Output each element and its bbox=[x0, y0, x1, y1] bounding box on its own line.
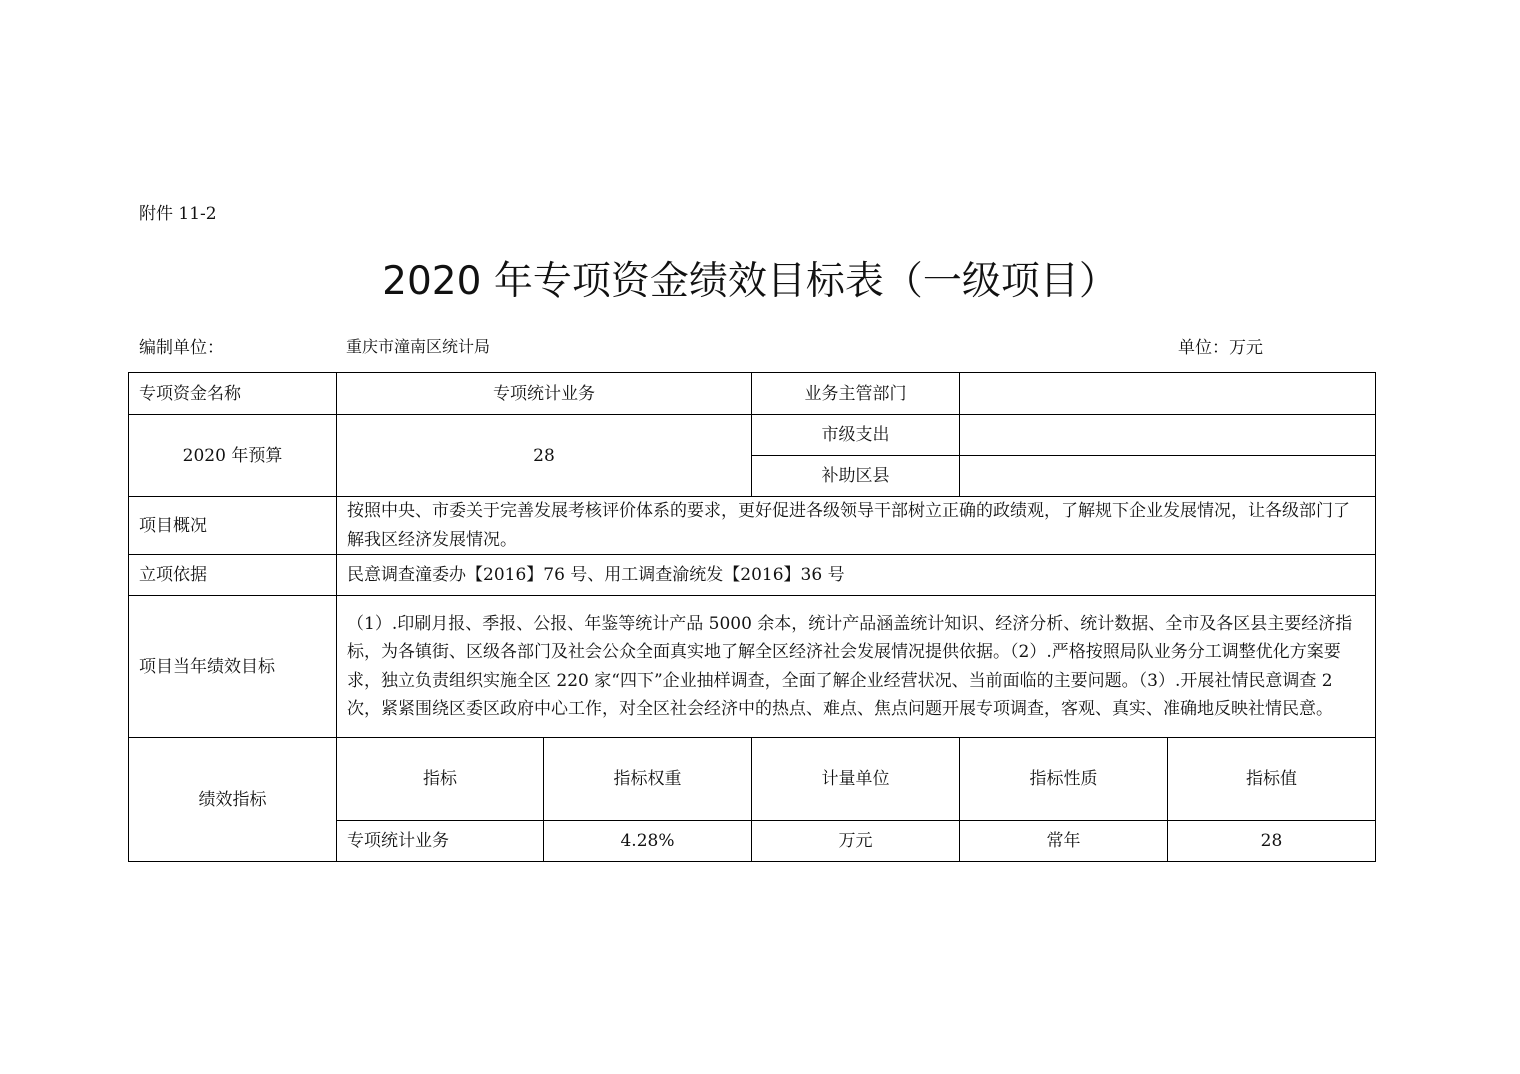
overview-text: 按照中央、市委关于完善发展考核评价体系的要求，更好促进各级领导干部树立正确的政绩观，了解规下企业发展情况，让各级部门了解我区经济发展情况。 bbox=[337, 497, 1376, 555]
indicator-header: 计量单位 bbox=[752, 738, 960, 821]
indicator-cell: 4.28% bbox=[544, 821, 752, 862]
indicators-label: 绩效指标 bbox=[129, 738, 337, 862]
indicator-header: 指标权重 bbox=[544, 738, 752, 821]
performance-table bbox=[128, 372, 1376, 862]
district-subsidy-value bbox=[960, 456, 1376, 497]
currency-unit: 单位：万元 bbox=[1178, 338, 1263, 358]
indicator-cell: 万元 bbox=[752, 821, 960, 862]
indicator-cell: 常年 bbox=[960, 821, 1168, 862]
unit-name: 重庆市潼南区统计局 bbox=[346, 337, 491, 356]
indicator-header: 指标性质 bbox=[960, 738, 1168, 821]
indicator-header: 指标 bbox=[337, 738, 544, 821]
indicator-cell: 专项统计业务 bbox=[337, 821, 544, 862]
dept-value bbox=[960, 373, 1376, 415]
attachment-label: 附件 11-2 bbox=[139, 204, 217, 224]
city-expense-label: 市级支出 bbox=[752, 415, 960, 456]
unit-label: 编制单位： bbox=[139, 338, 224, 358]
indicator-cell: 28 bbox=[1168, 821, 1376, 862]
goal-label: 项目当年绩效目标 bbox=[129, 596, 337, 738]
budget-value: 28 bbox=[337, 415, 752, 497]
fund-name-label: 专项资金名称 bbox=[129, 373, 337, 415]
city-expense-value bbox=[960, 415, 1376, 456]
overview-label: 项目概况 bbox=[129, 497, 337, 555]
fund-name-value: 专项统计业务 bbox=[337, 373, 752, 415]
goal-text: （1）.印刷月报、季报、公报、年鉴等统计产品 5000 余本，统计产品涵盖统计知识、经济分析、统计数据、全市及各区县主要经济指标，为各镇街、区级各部门及社会公众全面真实地了解全区经济社会发展情况提供依据。（2）.严格按照局队业务分工调整优化方案要求，独立负责组织实施全区 220 家“四下”企业抽样调查，全面了解企业经营状况、当前面临的主要问题。（3）.开展社情民意调查 2 次，紧紧围绕区委区政府中心工作，对全区社会经济中的热点、难点、焦点问题开展专项调查，客观、真实、准确地反映社情民意。 bbox=[337, 596, 1376, 738]
budget-label: 2020 年预算 bbox=[129, 415, 337, 497]
indicator-header: 指标值 bbox=[1168, 738, 1376, 821]
basis-text: 民意调查潼委办【2016】76 号、用工调查渝统发【2016】36 号 bbox=[337, 555, 1376, 596]
district-subsidy-label: 补助区县 bbox=[752, 456, 960, 497]
basis-label: 立项依据 bbox=[129, 555, 337, 596]
page-title: 2020 年专项资金绩效目标表（一级项目） bbox=[382, 259, 1118, 304]
dept-label: 业务主管部门 bbox=[752, 373, 960, 415]
